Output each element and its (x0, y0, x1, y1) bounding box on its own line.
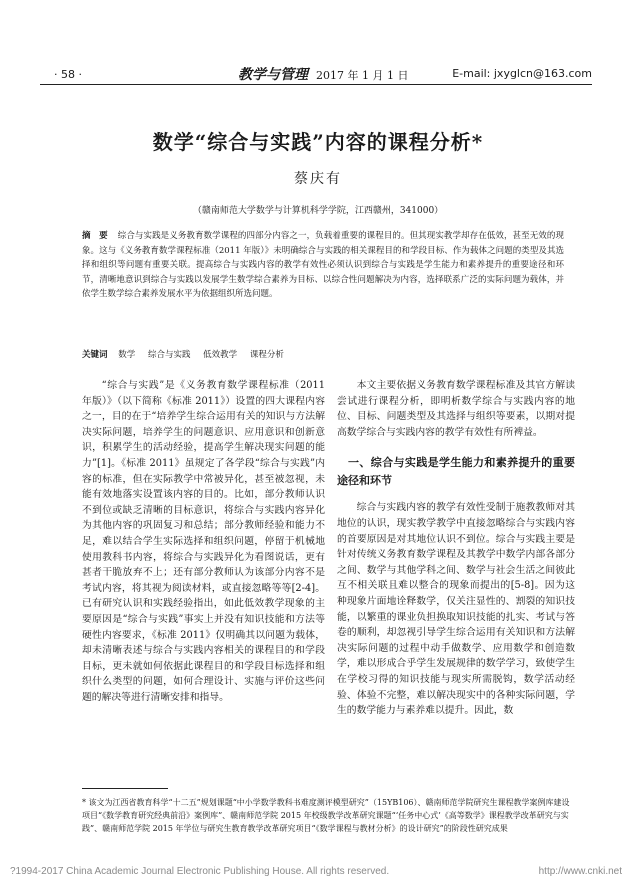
copyright-text: ?1994-2017 China Academic Journal Electronic Publishing House. All rights reserved. (10, 866, 390, 877)
journal-email: E-mail: jxyglcn@163.com (452, 67, 592, 80)
article-author: 蔡庆有 (294, 171, 342, 187)
keywords (82, 348, 564, 360)
footnote: * 该文为江西省教育科学“十二五”规划课题“中小学数学教科书难度测评模型研究”（15YB106）、赣南师范学院研究生课程教学案例库建设项目“《数学教育研究经典前沿》案例库”、赣南师范学院 2015 年校级教学改革研究课题“‘任务中心式’《高等数学》课程教学改革研究与实践”、赣南师范学院 2015 年学位与研究生教育教学改革研究项目“《数学课程与教材分析》的设计研究”的阶段性研究成果 (82, 798, 570, 833)
keyword: 课程分析 (249, 350, 284, 360)
body-left-column (82, 378, 325, 705)
abstract (82, 229, 564, 302)
abstract-text: 综合与实践是义务教育数学课程的四部分内容之一，负载着重要的课程目的。但其现实教学却存在低效，甚至无效的现象。这与《义务教育数学课程标准（2011 年版）》未明确综合与实践的相关课程目的和学段目标、作为载体之问题的类型及其选择和组织等问题有重要关联。提高综合与实践内容的教学有效性必须认识到综合与实践是学生能力和素养提升的重要途径和环节，清晰地意识到综合与实践以发展学生数学综合素养为目标、以综合性问题解决为内容，选择联系广泛的实际问题为载体，并依学生数学综合素养发展水平为依据组织所选问题。 (82, 231, 564, 299)
cnki-link[interactable]: http://www.cnki.net (538, 866, 622, 877)
page-header (40, 64, 592, 86)
keywords-label: 关键词 (82, 350, 108, 360)
author-affiliation: （赣南师范大学数学与计算机科学学院，江西赣州，341000） (192, 206, 444, 216)
body-paragraph: 本文主要依据义务教育数学课程标准及其官方解读尝试进行课程分析，即明析数学综合与实践内容的地位、目标、问题类型及其选择与组织等要素，以期对提高数学综合与实践内容的教学有效性有所裨益。 (337, 380, 575, 438)
page-number: · 58 · (54, 68, 82, 81)
issue-date: 2017 年 1 月 1 日 (316, 69, 409, 82)
body-paragraph: 综合与实践内容的教学有效性受制于施教教师对其地位的认识，现实教学教学中直接忽略综合与实践内容的首要原因是对其地位认识不到位。综合与实践主要是针对传统义务教育数学课程及其教学中数学内部各部分之间、数学与其他学科之间、数学与社会生活之间彼此互不相关联且难以整合的现象而提出的[5-8]。因为这种现象片面地诠释数学，仅关注显性的、割裂的知识技能，以繁重的课业负担换取知识技能的扎实、考试与答卷的顺利，却忽视引导学生综合运用有关知识和方法解决实际问题的过程中动手做数学、应用数学和创造数学，难以形成合乎学生发展规律的数学学习，致使学生在学校习得的知识技能与现实所需脱钩，数学活动经验、体验不完整，难以解决现实中的各种实际问题，学生的数学能力与素养难以提升。因此，数 (337, 502, 575, 717)
footnote-divider (82, 788, 168, 789)
keyword: 低效教学 (203, 350, 238, 360)
journal-name: 教学与管理 (238, 67, 308, 83)
header-divider (40, 84, 592, 85)
keyword: 综合与实践 (147, 350, 191, 360)
abstract-label: 摘 要 (82, 231, 108, 241)
body-right-column (337, 378, 575, 719)
body-paragraph: “综合与实践”是《义务教育数学课程标准（2011 年版）》（以下简称《标准 2011》）设置的四大课程内容之一，目的在于“培养学生综合运用有关的知识与方法解决实际问题，培养学生的问题意识、应用意识和创新意识，积累学生的活动经验，提高学生解决现实问题的能力”[1]。《标准 2011》虽规定了各学段“综合与实践”内容的标准，但在实际教学中常被异化，甚至被忽视，未能有效地落实设置该内容的目的。比如，部分教师认识不到位或缺乏清晰的目标意识，将综合与实践内容异化为其他内容的巩固复习和总结；部分教师经验和能力不足，难以结合学生实际选择和组织问题，停留于机械地使用教科书内容，将综合与实践异化为看图说话，更有甚者干脆放弃不上；还有部分教师认为该部分内容不是考试内容，将其视为阅读材料，或直接忽略等等[2-4]。已有研究认识和实践经验指出，如此低效教学现象的主要原因是“综合与实践”事实上并没有知识技能和方法等硬性内容要求，《标准 2011》仅明确其以问题为载体，却未清晰表述与综合与实践内容相关的课程目的和学段目标，更未就如何依据此课程目的和学段目标选择和组织什么类型的问题，如何合理设计、实施与评价这些问题的解决等进行清晰安排和指导。 (82, 380, 325, 703)
article-title: 数学“综合与实践”内容的课程分析* (152, 130, 484, 154)
section-heading: 一、综合与实践是学生能力和素养提升的重要途径和环节 (337, 456, 575, 488)
keyword: 数学 (118, 350, 136, 360)
